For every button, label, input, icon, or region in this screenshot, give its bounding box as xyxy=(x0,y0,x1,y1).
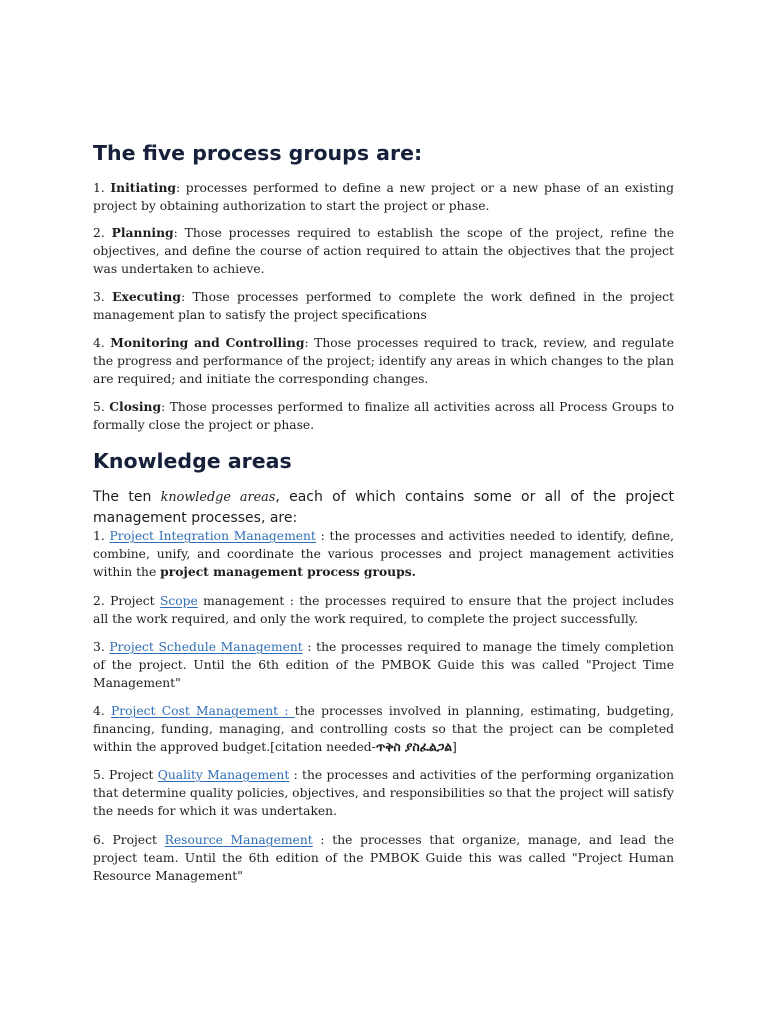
item-number: 1. xyxy=(93,181,105,195)
item-text: : Those processes required to establish the scope of the project, refine the objectives, and define the course of action required to attain the objectives that the project was undertaken to achieve. xyxy=(93,226,674,277)
knowledge-area-item: 1. Project Integration Management : the processes and activities needed to identify, define, combine, unify, and coordinate the various processes and project management activities within the project management process groups. xyxy=(93,529,674,580)
item-text: : Those processes performed to finalize all activities across all Process Groups to formally close the project or phase. xyxy=(93,400,674,433)
item-text: : processes performed to define a new project or a new phase of an existing project by obtaining authorization to start the project or phase. xyxy=(93,181,674,214)
quality-management-link[interactable]: Quality Management xyxy=(157,768,290,782)
process-group-item xyxy=(93,334,674,389)
item-term: Executing xyxy=(112,289,181,304)
process-groups-heading: The five process groups are: xyxy=(93,141,423,165)
item-text: : Those processes performed to complete the work defined in the project management plan to satisfy the project specifications xyxy=(93,290,674,323)
resource-management-link[interactable]: Resource Management xyxy=(164,833,313,847)
integration-management-link[interactable]: Project Integration Management xyxy=(109,529,316,543)
process-group-item xyxy=(93,224,674,279)
item-term: Planning xyxy=(111,225,174,240)
process-group-item xyxy=(93,288,674,324)
knowledge-area-item: 3. Project Schedule Management : the processes required to manage the timely completion of the project. Until the 6th edition of the PMBOK Guide this was called "Project Time Management" xyxy=(93,640,674,691)
item-term: Initiating xyxy=(110,180,176,195)
scope-link[interactable]: Scope xyxy=(159,594,198,608)
process-group-item xyxy=(93,398,674,434)
item-number: 3. xyxy=(93,290,105,304)
knowledge-areas-heading: Knowledge areas xyxy=(93,449,292,473)
schedule-management-link[interactable]: Project Schedule Management xyxy=(109,640,303,654)
item-term: Monitoring and Controlling xyxy=(110,335,305,350)
knowledge-areas-term: knowledge areas xyxy=(160,490,276,505)
knowledge-area-item: 4. Project Cost Management : the processes involved in planning, estimating, budgeting, financing, funding, managing, and controlling costs so that the project can be completed within the approved budget.[citation needed-ጥቅስ ያስፈልጋል] xyxy=(93,704,674,755)
item-number: 2. xyxy=(93,226,105,240)
item-number: 5. xyxy=(93,400,105,414)
item-number: 4. xyxy=(93,336,105,350)
knowledge-area-item: 6. Project Resource Management : the processes that organize, manage, and lead the project team. Until the 6th edition of the PMBOK Guide this was called "Project Human Resource Management" xyxy=(93,833,674,884)
item-term: Closing xyxy=(109,399,162,414)
knowledge-area-item: 2. Project Scope management : the processes required to ensure that the project includes all the work required, and only the work required, to complete the project successfully. xyxy=(93,594,674,627)
knowledge-area-item: 5. Project Quality Management : the processes and activities of the performing organization that determine quality policies, objectives, and responsibilities so that the project will satisfy the needs for which it was undertaken. xyxy=(93,768,674,819)
process-group-item xyxy=(93,179,674,215)
knowledge-areas-intro: The ten knowledge areas, each of which contains some or all of the project management processes, are: xyxy=(93,489,674,526)
item-text: : Those processes required to track, review, and regulate the progress and performance of the project; identify any areas in which changes to the plan are required; and initiate the corresponding changes. xyxy=(93,336,674,387)
cost-management-link[interactable]: Project Cost Management : xyxy=(110,704,295,718)
